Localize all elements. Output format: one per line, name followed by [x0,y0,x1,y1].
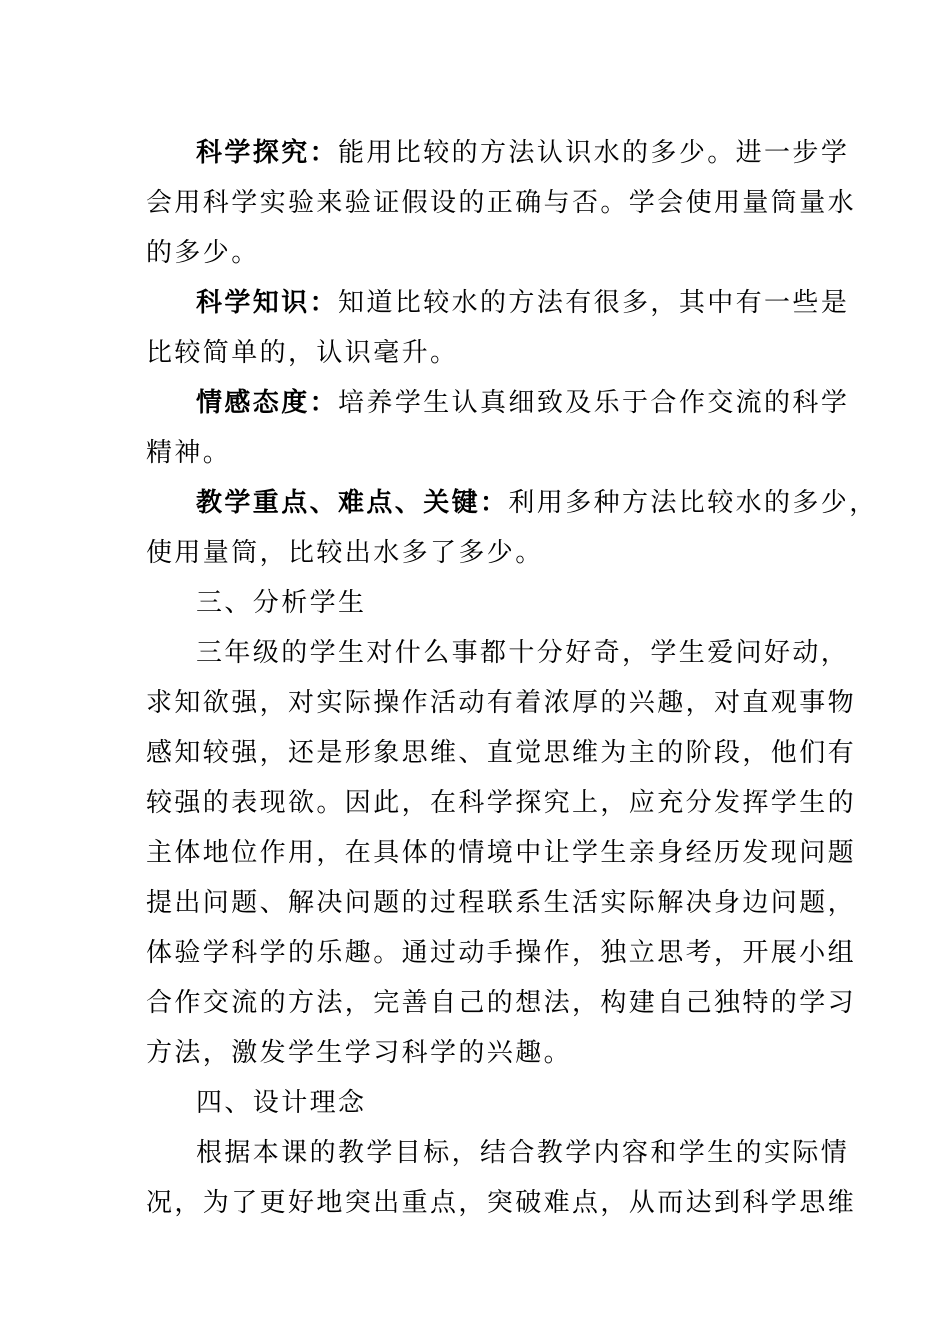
paragraph-design-line-2: 况，为了更好地突出重点，突破难点，从而达到科学思维 [146,1188,857,1218]
paragraph-students-line-5: 主体地位作用，在具体的情境中让学生亲身经历发现问题 [146,838,857,868]
label-science-knowledge: 科学知识： [196,288,339,318]
heading-design-concept: 四、设计理念 [196,1088,367,1118]
paragraph-students-line-1: 三年级的学生对什么事都十分好奇，学生爱问好动， [196,638,850,668]
paragraph-attitude-line-1 [196,386,876,420]
text-science-inquiry-1: 能用比较的方法认识水的多少。进一步学 [338,138,850,168]
paragraph-students-line-6: 提出问题、解决问题的过程联系生活实际解决身边问题， [146,888,857,918]
paragraph-key-points-line-1 [196,486,876,520]
paragraph-students-line-9: 方法，激发学生学习科学的兴趣。 [146,1038,573,1068]
paragraph-students-line-8: 合作交流的方法，完善自己的想法，构建自己独特的学习 [146,988,857,1018]
text-key-points-1: 利用多种方法比较水的多少， [508,488,878,518]
paragraph-students-line-7: 体验学科学的乐趣。通过动手操作，独立思考，开展小组 [146,938,857,968]
paragraph-science-inquiry-line-3: 的多少。 [146,238,260,268]
paragraph-science-knowledge-line-2: 比较简单的，认识毫升。 [146,338,459,368]
paragraph-attitude-line-2: 精神。 [146,438,232,468]
label-science-inquiry: 科学探究： [196,138,339,168]
paragraph-science-inquiry-line-1 [196,136,876,170]
paragraph-students-line-3: 感知较强，还是形象思维、直觉思维为主的阶段，他们有 [146,738,857,768]
paragraph-key-points-line-2: 使用量筒，比较出水多了多少。 [146,538,544,568]
heading-analyze-students: 三、分析学生 [196,588,367,618]
paragraph-students-line-4: 较强的表现欲。因此，在科学探究上，应充分发挥学生的 [146,788,857,818]
text-science-knowledge-1: 知道比较水的方法有很多，其中有一些是 [338,288,850,318]
label-attitude: 情感态度： [196,388,339,418]
text-attitude-1: 培养学生认真细致及乐于合作交流的科学 [338,388,850,418]
paragraph-design-line-1: 根据本课的教学目标，结合教学内容和学生的实际情 [196,1138,850,1168]
paragraph-science-knowledge-line-1 [196,286,876,320]
paragraph-science-inquiry-line-2: 会用科学实验来验证假设的正确与否。学会使用量筒量水 [146,188,857,218]
paragraph-students-line-2: 求知欲强，对实际操作活动有着浓厚的兴趣，对直观事物 [146,688,857,718]
label-key-points: 教学重点、难点、关键： [196,488,509,518]
